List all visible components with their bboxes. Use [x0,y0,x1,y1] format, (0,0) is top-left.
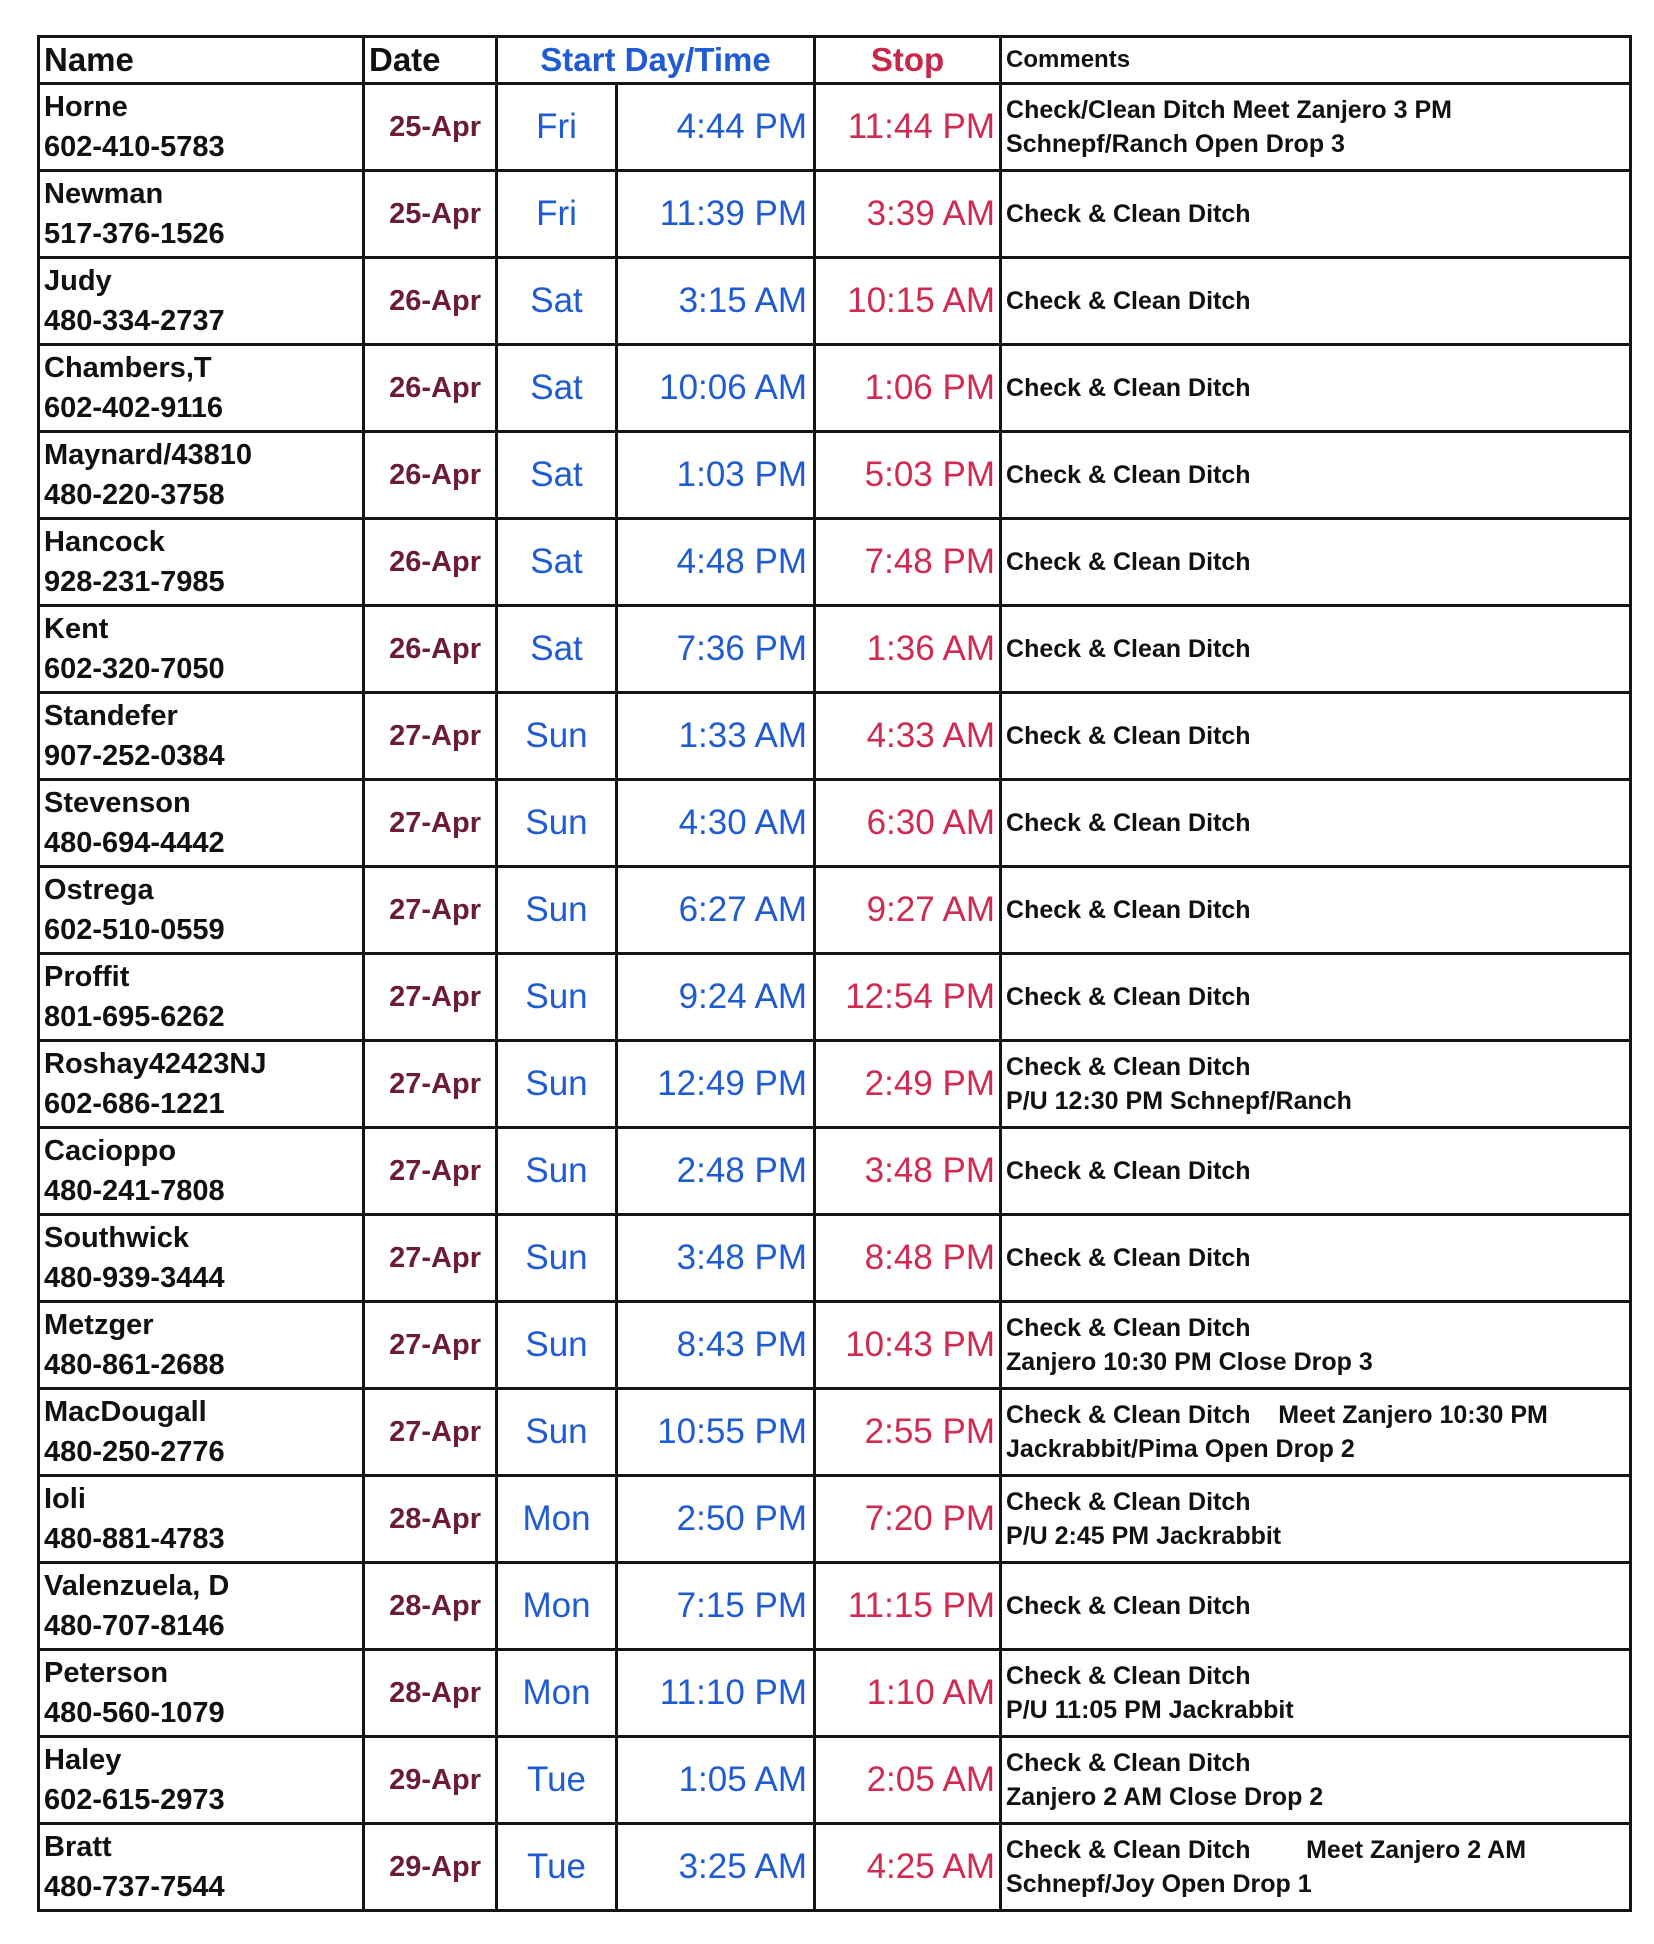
name-cell [39,867,364,954]
comment-line-1: Check & Clean Ditch [1006,635,1251,663]
comment-line-2: Schnepf/Joy Open Drop 1 [1006,1870,1312,1898]
header-comments: Comments [1001,37,1631,84]
table-row [39,780,1631,867]
table-row [39,171,1631,258]
comment-line-2: Schnepf/Ranch Open Drop 3 [1006,130,1345,158]
comments-cell [1001,780,1631,867]
comments-cell [1001,1476,1631,1563]
day-cell: Sun [497,693,617,780]
date-cell: 28-Apr [364,1650,497,1737]
name-cell [39,258,364,345]
start-time-cell: 11:39 PM [617,171,815,258]
header-row [39,37,1631,84]
day-cell: Sat [497,432,617,519]
phone-number: 602-410-5783 [44,131,225,163]
start-time-cell: 7:36 PM [617,606,815,693]
person-name: Ostrega [44,874,154,906]
start-time-cell: 2:48 PM [617,1128,815,1215]
comment-line-1: Check & Clean Ditch [1006,1053,1251,1081]
day-cell: Sun [497,1215,617,1302]
comments-cell [1001,84,1631,171]
comment-line-1: Check & Clean Ditch Meet Zanjero 10:30 PM [1006,1401,1548,1429]
comment-line-1: Check & Clean Ditch [1006,548,1251,576]
comments-cell [1001,1650,1631,1737]
start-time-cell: 11:10 PM [617,1650,815,1737]
comments-cell [1001,432,1631,519]
comments-cell [1001,1041,1631,1128]
person-name: MacDougall [44,1396,207,1428]
date-cell: 27-Apr [364,867,497,954]
phone-number: 480-881-4783 [44,1523,225,1555]
date-cell: 25-Apr [364,84,497,171]
name-cell [39,780,364,867]
day-cell: Mon [497,1650,617,1737]
start-time-cell: 8:43 PM [617,1302,815,1389]
name-cell [39,519,364,606]
name-cell [39,606,364,693]
day-cell: Sat [497,258,617,345]
date-cell: 26-Apr [364,519,497,606]
phone-number: 801-695-6262 [44,1001,225,1033]
day-cell: Sun [497,867,617,954]
table-row [39,258,1631,345]
start-time-cell: 4:48 PM [617,519,815,606]
start-time-cell: 4:44 PM [617,84,815,171]
person-name: Horne [44,91,128,123]
start-time-cell: 7:15 PM [617,1563,815,1650]
name-cell [39,1824,364,1911]
start-time-cell: 1:05 AM [617,1737,815,1824]
day-cell: Sun [497,1128,617,1215]
comment-line-2: Zanjero 2 AM Close Drop 2 [1006,1783,1324,1811]
table-row [39,345,1631,432]
start-time-cell: 6:27 AM [617,867,815,954]
phone-number: 602-686-1221 [44,1088,225,1120]
person-name: Kent [44,613,109,645]
person-name: Valenzuela, D [44,1570,230,1602]
comment-line-1: Check & Clean Ditch [1006,896,1251,924]
table-row [39,432,1631,519]
date-cell: 28-Apr [364,1563,497,1650]
stop-time-cell: 4:33 AM [815,693,1001,780]
table-row [39,1824,1631,1911]
name-cell [39,954,364,1041]
day-cell: Sat [497,345,617,432]
date-cell: 26-Apr [364,345,497,432]
date-cell: 27-Apr [364,780,497,867]
name-cell [39,1563,364,1650]
start-time-cell: 3:25 AM [617,1824,815,1911]
comment-line-1: Check & Clean Ditch [1006,1749,1251,1777]
comments-cell [1001,1824,1631,1911]
comment-line-2: Zanjero 10:30 PM Close Drop 3 [1006,1348,1373,1376]
comment-line-1: Check & Clean Ditch [1006,809,1251,837]
table-row [39,1737,1631,1824]
table-row [39,84,1631,171]
comments-cell [1001,1215,1631,1302]
stop-time-cell: 5:03 PM [815,432,1001,519]
table-row [39,1650,1631,1737]
stop-time-cell: 4:25 AM [815,1824,1001,1911]
comments-cell [1001,954,1631,1041]
phone-number: 517-376-1526 [44,218,225,250]
header-stop: Stop [815,37,1001,84]
day-cell: Sun [497,954,617,1041]
start-time-cell: 1:33 AM [617,693,815,780]
table-row [39,954,1631,1041]
comment-line-1: Check & Clean Ditch [1006,1488,1251,1516]
person-name: Chambers,T [44,352,212,384]
day-cell: Fri [497,84,617,171]
table-row [39,1563,1631,1650]
date-cell: 27-Apr [364,1041,497,1128]
comment-line-1: Check & Clean Ditch [1006,200,1251,228]
table-row [39,1476,1631,1563]
header-name: Name [39,37,364,84]
name-cell [39,1737,364,1824]
phone-number: 480-939-3444 [44,1262,225,1294]
comments-cell [1001,1128,1631,1215]
comment-line-1: Check & Clean Ditch Meet Zanjero 2 AM [1006,1836,1527,1864]
date-cell: 25-Apr [364,171,497,258]
person-name: Newman [44,178,164,210]
comment-line-1: Check & Clean Ditch [1006,374,1251,402]
name-cell [39,171,364,258]
table-row [39,1215,1631,1302]
phone-number: 602-320-7050 [44,653,225,685]
date-cell: 26-Apr [364,606,497,693]
stop-time-cell: 6:30 AM [815,780,1001,867]
comments-cell [1001,171,1631,258]
phone-number: 480-694-4442 [44,827,225,859]
comments-cell [1001,693,1631,780]
phone-number: 480-334-2737 [44,305,225,337]
start-time-cell: 3:48 PM [617,1215,815,1302]
start-time-cell: 10:55 PM [617,1389,815,1476]
stop-time-cell: 1:10 AM [815,1650,1001,1737]
start-time-cell: 1:03 PM [617,432,815,519]
phone-number: 602-402-9116 [44,392,223,424]
table-row [39,519,1631,606]
table-row [39,606,1631,693]
comment-line-1: Check/Clean Ditch Meet Zanjero 3 PM [1006,96,1452,124]
comments-cell [1001,606,1631,693]
stop-time-cell: 8:48 PM [815,1215,1001,1302]
date-cell: 27-Apr [364,693,497,780]
phone-number: 602-615-2973 [44,1784,225,1816]
comment-line-1: Check & Clean Ditch [1006,287,1251,315]
person-name: Bratt [44,1831,112,1863]
date-cell: 29-Apr [364,1737,497,1824]
table-row [39,867,1631,954]
person-name: Stevenson [44,787,191,819]
stop-time-cell: 3:39 AM [815,171,1001,258]
comment-line-2: P/U 12:30 PM Schnepf/Ranch [1006,1087,1352,1115]
date-cell: 27-Apr [364,1215,497,1302]
name-cell [39,1650,364,1737]
person-name: Metzger [44,1309,154,1341]
header-start-day-time: Start Day/Time [497,37,815,84]
phone-number: 480-220-3758 [44,479,225,511]
person-name: Hancock [44,526,165,558]
comments-cell [1001,258,1631,345]
day-cell: Sat [497,519,617,606]
comments-cell [1001,1302,1631,1389]
name-cell [39,693,364,780]
day-cell: Sun [497,1389,617,1476]
phone-number: 480-707-8146 [44,1610,225,1642]
date-cell: 26-Apr [364,258,497,345]
start-time-cell: 2:50 PM [617,1476,815,1563]
table-row [39,1128,1631,1215]
header-date: Date [364,37,497,84]
comment-line-1: Check & Clean Ditch [1006,1244,1251,1272]
person-name: Peterson [44,1657,169,1689]
name-cell [39,1041,364,1128]
start-time-cell: 4:30 AM [617,780,815,867]
stop-time-cell: 12:54 PM [815,954,1001,1041]
table-row [39,1041,1631,1128]
person-name: Judy [44,265,112,297]
person-name: Southwick [44,1222,190,1254]
date-cell: 27-Apr [364,1128,497,1215]
person-name: Proffit [44,961,130,993]
day-cell: Mon [497,1563,617,1650]
comments-cell [1001,345,1631,432]
stop-time-cell: 11:15 PM [815,1563,1001,1650]
day-cell: Sun [497,780,617,867]
phone-number: 907-252-0384 [44,740,225,772]
name-cell [39,432,364,519]
day-cell: Sat [497,606,617,693]
person-name: Roshay42423NJ [44,1048,267,1080]
day-cell: Fri [497,171,617,258]
name-cell [39,345,364,432]
name-cell [39,1215,364,1302]
phone-number: 928-231-7985 [44,566,225,598]
stop-time-cell: 10:43 PM [815,1302,1001,1389]
date-cell: 27-Apr [364,954,497,1041]
day-cell: Tue [497,1824,617,1911]
stop-time-cell: 10:15 AM [815,258,1001,345]
name-cell [39,1476,364,1563]
date-cell: 28-Apr [364,1476,497,1563]
name-cell [39,84,364,171]
comments-cell [1001,1389,1631,1476]
day-cell: Sun [497,1041,617,1128]
comment-line-2: P/U 11:05 PM Jackrabbit [1006,1696,1294,1724]
stop-time-cell: 3:48 PM [815,1128,1001,1215]
comment-line-2: Jackrabbit/Pima Open Drop 2 [1006,1435,1355,1463]
comment-line-1: Check & Clean Ditch [1006,983,1251,1011]
comment-line-1: Check & Clean Ditch [1006,461,1251,489]
day-cell: Tue [497,1737,617,1824]
start-time-cell: 12:49 PM [617,1041,815,1128]
stop-time-cell: 2:55 PM [815,1389,1001,1476]
phone-number: 480-241-7808 [44,1175,225,1207]
comments-cell [1001,519,1631,606]
comment-line-1: Check & Clean Ditch [1006,1157,1251,1185]
stop-time-cell: 11:44 PM [815,84,1001,171]
phone-number: 480-560-1079 [44,1697,225,1729]
table-row [39,1302,1631,1389]
comments-cell [1001,867,1631,954]
start-time-cell: 3:15 AM [617,258,815,345]
comment-line-1: Check & Clean Ditch [1006,1662,1251,1690]
stop-time-cell: 1:36 AM [815,606,1001,693]
stop-time-cell: 7:20 PM [815,1476,1001,1563]
person-name: Haley [44,1744,122,1776]
name-cell [39,1128,364,1215]
phone-number: 480-861-2688 [44,1349,225,1381]
phone-number: 602-510-0559 [44,914,225,946]
date-cell: 27-Apr [364,1389,497,1476]
date-cell: 26-Apr [364,432,497,519]
stop-time-cell: 1:06 PM [815,345,1001,432]
date-cell: 27-Apr [364,1302,497,1389]
person-name: Ioli [44,1483,86,1515]
schedule-table [37,35,1632,1912]
person-name: Cacioppo [44,1135,177,1167]
stop-time-cell: 7:48 PM [815,519,1001,606]
person-name: Standefer [44,700,178,732]
phone-number: 480-250-2776 [44,1436,225,1468]
stop-time-cell: 2:05 AM [815,1737,1001,1824]
name-cell [39,1302,364,1389]
comment-line-1: Check & Clean Ditch [1006,1314,1251,1342]
comments-cell [1001,1563,1631,1650]
start-time-cell: 10:06 AM [617,345,815,432]
phone-number: 480-737-7544 [44,1871,225,1903]
comment-line-2: P/U 2:45 PM Jackrabbit [1006,1522,1282,1550]
comments-cell [1001,1737,1631,1824]
person-name: Maynard/43810 [44,439,252,471]
comment-line-1: Check & Clean Ditch [1006,722,1251,750]
day-cell: Sun [497,1302,617,1389]
start-time-cell: 9:24 AM [617,954,815,1041]
stop-time-cell: 9:27 AM [815,867,1001,954]
name-cell [39,1389,364,1476]
table-row [39,1389,1631,1476]
date-cell: 29-Apr [364,1824,497,1911]
comment-line-1: Check & Clean Ditch [1006,1592,1251,1620]
table-row [39,693,1631,780]
stop-time-cell: 2:49 PM [815,1041,1001,1128]
day-cell: Mon [497,1476,617,1563]
